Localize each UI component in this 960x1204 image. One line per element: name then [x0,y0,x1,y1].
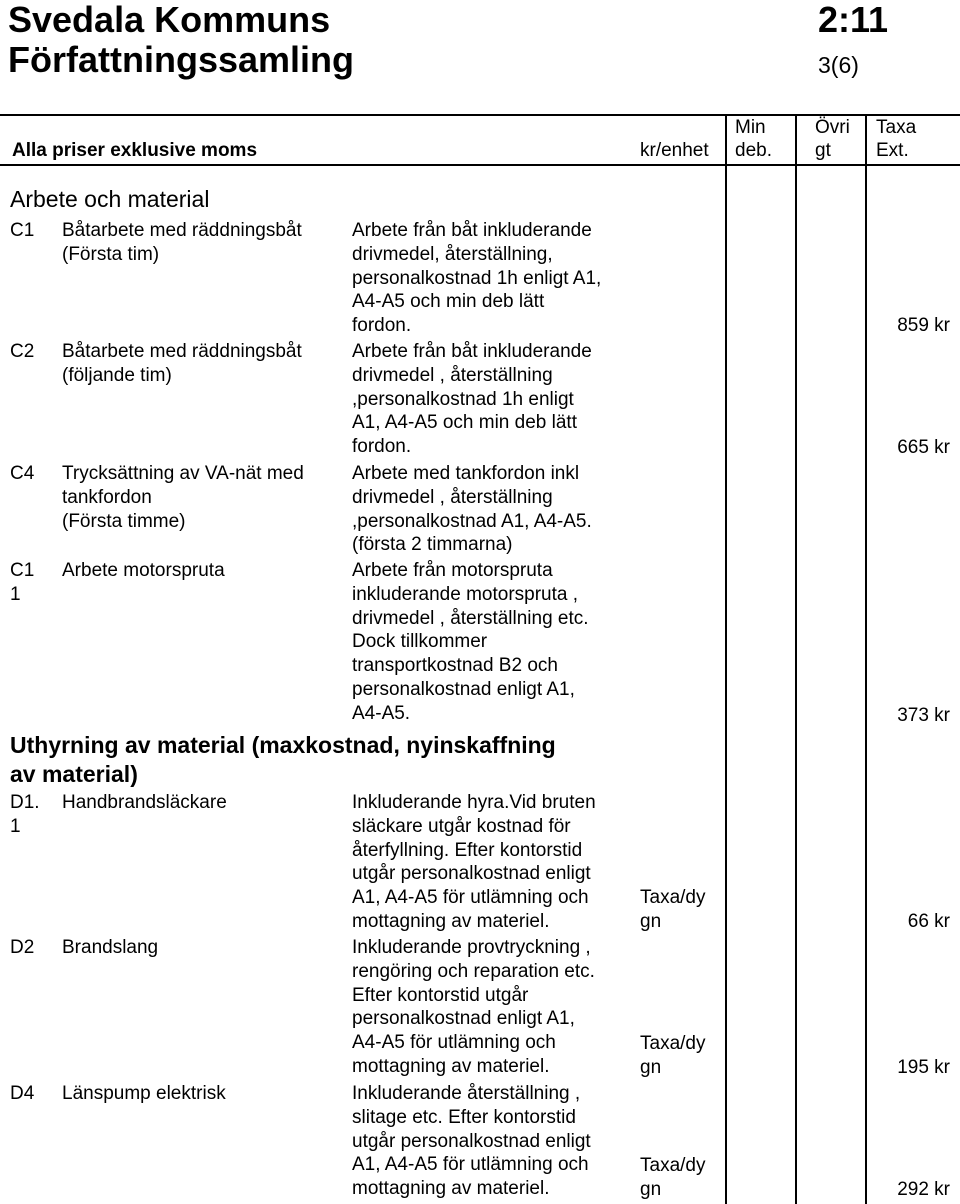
row-code: C1 [10,220,35,241]
taxa-column-header-1: Taxa [876,117,917,138]
row-description: Arbete från båt inkluderande drivmedel , återställning ,personalkostnad 1h enligt A1, A4-A5 och min deb lätt fordon. [352,341,592,458]
row-description: Inkluderande provtryckning , rengöring och reparation etc. Efter kontorstid utgår personalkostnad enligt A1, A4-A5 för utlämning och mottagning av materiel. [352,937,595,1077]
row-description: Arbete från båt inkluderande drivmedel, återställning, personalkostnad 1h enligt A1, A4-A5 och min deb lätt fordon. [352,220,602,337]
prices-note: Alla priser exklusive moms [12,140,258,161]
other-column-header-2: gt [815,140,831,161]
row-name: Brandslang [62,937,159,958]
page-indicator: 3(6) [818,52,859,78]
section-title-rental: Uthyrning av material (maxkostnad, nyinskaffning av material) [10,732,556,787]
municipality-title: Svedala Kommuns [8,0,331,40]
row-other-unit: Taxa/dy gn [640,887,706,932]
collection-title: Författningssamling [8,39,355,80]
header-bottom-border [0,164,960,166]
row-name: Arbete motorspruta [62,560,225,581]
section-title-work-material: Arbete och material [10,186,210,212]
row-description: Arbete med tankfordon inkl drivmedel , återställning ,personalkostnad A1, A4-A5. (första 2 timmarna) [352,463,592,556]
row-code: C1 1 [10,560,35,605]
document-number: 2:11 [818,0,889,40]
row-price: 859 kr [897,315,950,336]
column-divider-other [865,115,867,1204]
row-code: D2 [10,937,35,958]
row-price: 66 kr [907,911,950,932]
row-name: Handbrandsläckare [62,792,227,813]
min-column-header-2: deb. [735,140,772,161]
row-name: Båtarbete med räddningsbåt (följande tim) [62,341,302,386]
row-price: 665 kr [897,437,950,458]
row-code: C2 [10,341,35,362]
row-name: Trycksättning av VA-nät med tankfordon (Första timme) [62,463,304,532]
row-description: Inkluderande hyra.Vid bruten släckare utgår kostnad för återfyllning. Efter kontorstid utgår personalkostnad enligt A1, A4-A5 för utlämning och mottagning av materiel. [352,792,596,932]
row-price: 195 kr [897,1057,950,1078]
column-divider-unit [725,115,727,1204]
row-description: Arbete från motorspruta inkluderande motorspruta , drivmedel , återställning etc. Dock tillkommer transportkostnad B2 och personalkostnad enligt A1, A4-A5. [352,560,589,724]
row-name: Länspump elektrisk [62,1083,226,1104]
row-code: D4 [10,1083,35,1104]
row-code: C4 [10,463,35,484]
row-other-unit: Taxa/dy gn [640,1033,706,1078]
other-column-header-1: Övri [815,117,850,138]
taxa-column-header-2: Ext. [876,140,909,161]
row-code: D1. 1 [10,792,40,837]
row-other-unit: Taxa/dy gn [640,1155,706,1200]
row-price: 292 kr [897,1179,950,1200]
min-column-header-1: Min [735,117,766,138]
row-price: 373 kr [897,705,950,726]
row-description: Inkluderande återställning , slitage etc. Efter kontorstid utgår personalkostnad enligt A1, A4-A5 för utlämning och mottagning av materiel. [352,1083,591,1200]
column-divider-min [795,115,797,1204]
row-name: Båtarbete med räddningsbåt (Första tim) [62,220,302,265]
unit-column-header: kr/enhet [640,140,709,161]
